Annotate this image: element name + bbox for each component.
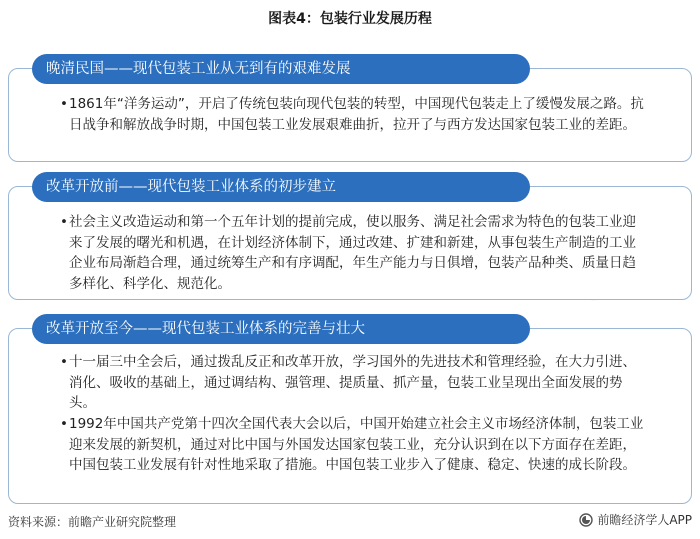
bullet-dot: • xyxy=(60,96,68,112)
stage-section-late-qing xyxy=(8,54,692,162)
bullet-text: 十一届三中全会后，通过拨乱反正和改革开放，学习国外的先进技术和管理经验，在大力引进、消化、吸收的基础上，通过调结构、强管理、提质量、抓产量，包装工业呈现出全面发展的势头。 xyxy=(69,354,636,411)
bullet-dot: • xyxy=(60,354,68,370)
chart-title: 图表4：包装行业发展历程 xyxy=(268,11,432,27)
stage-bullet xyxy=(60,352,644,414)
stage-bullet xyxy=(60,94,644,135)
bullet-text: 社会主义改造运动和第一个五年计划的提前完成，使以服务、满足社会需求为特色的包装工业迎来了发展的曙光和机遇，在计划经济体制下，通过改建、扩建和新建，从事包装生产制造的工业企业布局渐趋合理，通过统筹生产和有序调配，年生产能力与日俱增，包装产品种类、质量日趋多样化、科学化、规范化。 xyxy=(69,214,636,292)
stage-header: 改革开放前——现代包装工业体系的初步建立 xyxy=(32,172,530,202)
qianzhan-logo-icon xyxy=(579,513,593,527)
brand-attribution xyxy=(579,511,692,528)
bullet-text: 1861年“洋务运动”，开启了传统包装向现代包装的转型，中国现代包装走上了缓慢发展之路。抗日战争和解放战争时期，中国包装工业发展艰难曲折，拉开了与西方发达国家包装工业的差距。 xyxy=(69,96,644,133)
stage-header: 晚清民国——现代包装工业从无到有的艰难发展 xyxy=(32,54,530,84)
bullet-text: 1992年中国共产党第十四次全国代表大会以后，中国开始建立社会主义市场经济体制，包装工业迎来发展的新契机，通过对比中国与外国发达国家包装工业，充分认识到在以下方面存在差距，中国包装工业发展有针对性地采取了措施。中国包装工业步入了健康、稳定、快速的成长阶段。 xyxy=(69,416,644,473)
stage-bullet xyxy=(60,212,644,294)
stage-header: 改革开放至今——现代包装工业体系的完善与壮大 xyxy=(32,314,530,344)
brand-name: 前瞻经济学人APP xyxy=(597,513,692,527)
stage-section-reform-to-now xyxy=(8,314,692,504)
bullet-dot: • xyxy=(60,214,68,230)
stage-section-pre-reform xyxy=(8,172,692,300)
stage-bullet xyxy=(60,414,644,476)
bullet-dot: • xyxy=(60,416,68,432)
source-note: 资料来源：前瞻产业研究院整理 xyxy=(8,515,177,529)
